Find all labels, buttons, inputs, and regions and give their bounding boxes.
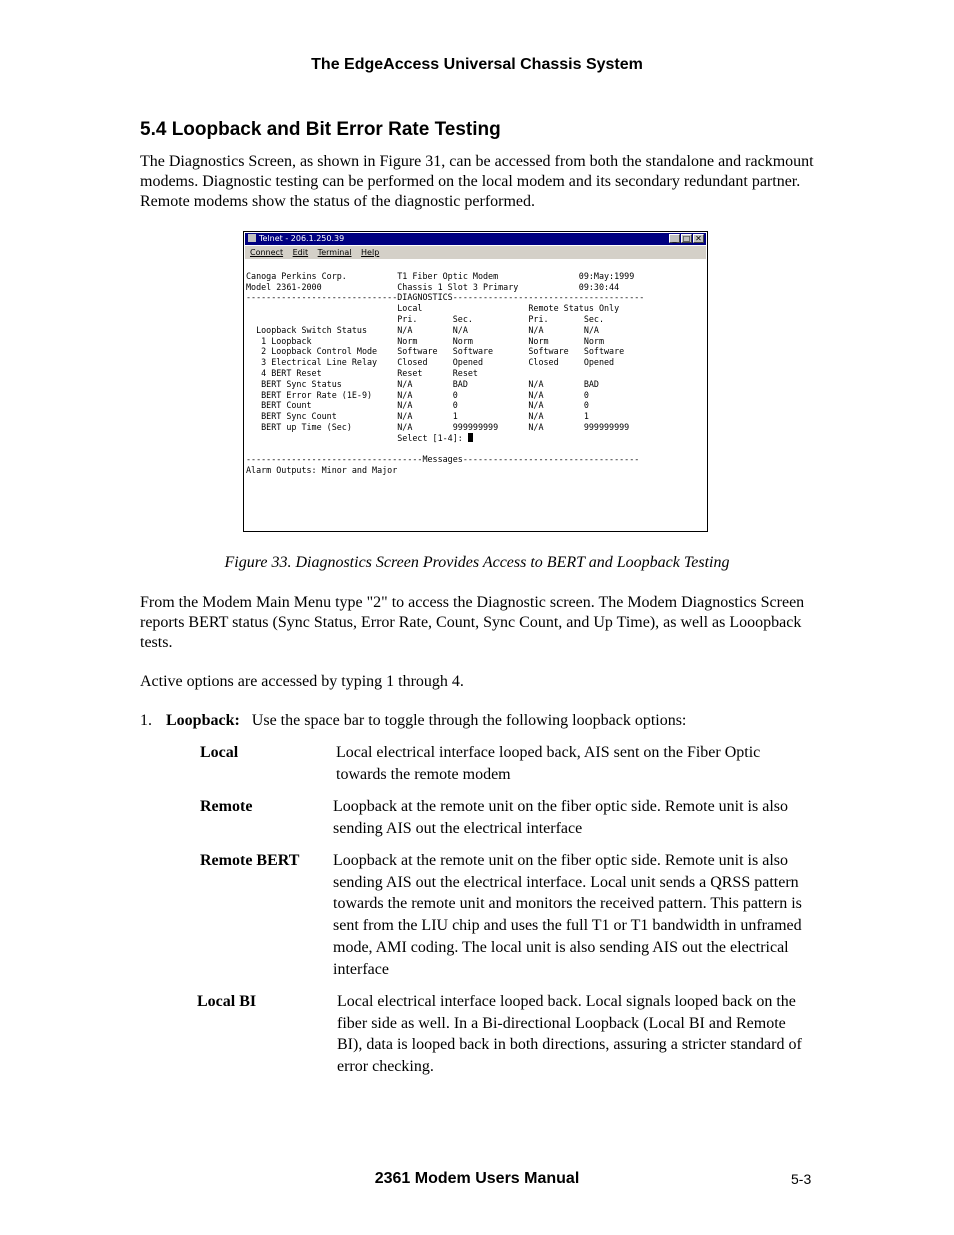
terminal-line: Local Remote Status Only bbox=[246, 303, 620, 314]
intro-paragraph: The Diagnostics Screen, as shown in Figure 31, can be accessed from both the standalone and rackmount modems. Diagnostic testing can be performed on the local modem and its secondary redundant partner. Remote modems show the status of the diagnostic performed. bbox=[140, 153, 814, 210]
menu-edit[interactable]: Edit bbox=[292, 248, 309, 257]
figure-caption: Figure 33. Diagnostics Screen Provides Access to BERT and Loopback Testing bbox=[224, 554, 730, 571]
terminal-line: ------------------------------DIAGNOSTICS-------------------------------------- bbox=[246, 292, 645, 303]
paragraph-diagnostic: From the Modem Main Menu type "2" to access the Diagnostic screen. The Modem Diagnostics Screen reports BERT status (Sync Status, Error Rate, Count, Sync Count, and Up Time), as well as Looopback tests. bbox=[140, 594, 805, 651]
list-number: 1. bbox=[140, 712, 152, 729]
select-prompt: Select [1-4]: bbox=[246, 432, 468, 443]
terminal-line: BERT Error Rate (1E-9) N/A 0 N/A 0 bbox=[246, 389, 589, 400]
terminal-line bbox=[246, 444, 705, 455]
close-icon[interactable]: ✕ bbox=[693, 234, 704, 243]
telnet-menubar bbox=[245, 246, 706, 259]
terminal-line: Loopback Switch Status N/A N/A N/A N/A bbox=[246, 324, 599, 335]
telnet-titlebar bbox=[245, 233, 706, 245]
def-term-remote: Remote bbox=[200, 798, 253, 815]
def-term-local-bi: Local BI bbox=[197, 993, 257, 1010]
list-item-loopback bbox=[140, 711, 686, 731]
messages-rule: -----------------------------------Messages----------------------------------- bbox=[246, 454, 640, 465]
terminal-line: 4 BERT Reset Reset Reset bbox=[246, 367, 478, 378]
footer-title: 2361 Modem Users Manual bbox=[374, 1170, 580, 1187]
maximize-icon[interactable]: □ bbox=[682, 234, 691, 243]
terminal-line: Model 2361-2000 Chassis 1 Slot 3 Primary 09:30:44 bbox=[246, 281, 620, 292]
def-text-remote-bert: Loopback at the remote unit on the fiber optic side. Remote unit is also sending AIS out the electrical interface. Local unit sends a QRSS pattern towards the remote unit and monitors the received pattern. This pattern is sent from the LIU chip and uses the full T1 or T1 bandwidth in unframed mode, AMI coding. The local unit is also sending AIS out the electrical interface bbox=[333, 852, 802, 978]
paragraph-active-options: Active options are accessed by typing 1 through 4. bbox=[140, 673, 464, 690]
def-text-local-bi: Local electrical interface looped back. Local signals looped back on the fiber side as well. In a Bi-directional Loopback (Local BI and Remote BI), data is looped back in both directions, assuring a stricter standard of error checking. bbox=[337, 993, 802, 1076]
def-term-local: Local bbox=[200, 744, 239, 761]
terminal-line: BERT up Time (Sec) N/A 999999999 N/A 999999999 bbox=[246, 421, 630, 432]
list-term: Loopback: bbox=[166, 712, 240, 729]
terminal-select-line[interactable] bbox=[246, 433, 705, 444]
terminal-line: Canoga Perkins Corp. T1 Fiber Optic Modem 09:May:1999 bbox=[246, 270, 635, 281]
minimize-icon[interactable]: _ bbox=[669, 234, 680, 243]
terminal-screen bbox=[246, 260, 705, 529]
def-text-local: Local electrical interface looped back, AIS sent on the Fiber Optic towards the remote modem bbox=[336, 744, 761, 783]
telnet-window bbox=[243, 231, 708, 532]
page-number: 5-3 bbox=[791, 1171, 812, 1187]
terminal-line: BERT Sync Count N/A 1 N/A 1 bbox=[246, 411, 589, 422]
terminal-line: 1 Loopback Norm Norm Norm Norm bbox=[246, 335, 604, 346]
terminal-line: Pri. Sec. Pri. Sec. bbox=[246, 313, 604, 324]
terminal-line: 3 Electrical Line Relay Closed Opened Closed Opened bbox=[246, 357, 615, 368]
def-term-remote-bert: Remote BERT bbox=[200, 852, 300, 869]
alarm-outputs: Alarm Outputs: Minor and Major bbox=[246, 465, 398, 476]
terminal-cursor bbox=[468, 433, 473, 442]
telnet-app-icon bbox=[248, 234, 256, 242]
menu-help[interactable]: Help bbox=[361, 248, 380, 257]
section-title: 5.4 Loopback and Bit Error Rate Testing bbox=[140, 119, 501, 140]
menu-terminal[interactable]: Terminal bbox=[317, 248, 352, 257]
menu-connect[interactable]: Connect bbox=[250, 248, 284, 257]
def-text-remote: Loopback at the remote unit on the fiber optic side. Remote unit is also sending AIS out the electrical interface bbox=[333, 798, 788, 837]
telnet-title: Telnet - 206.1.250.39 bbox=[259, 234, 345, 243]
terminal-line: BERT Sync Status N/A BAD N/A BAD bbox=[246, 378, 599, 389]
terminal-line: BERT Count N/A 0 N/A 0 bbox=[246, 400, 589, 411]
list-text: Use the space bar to toggle through the following loopback options: bbox=[251, 712, 687, 729]
terminal-line: 2 Loopback Control Mode Software Software Software Software bbox=[246, 346, 625, 357]
running-header: The EdgeAccess Universal Chassis System bbox=[311, 56, 643, 73]
